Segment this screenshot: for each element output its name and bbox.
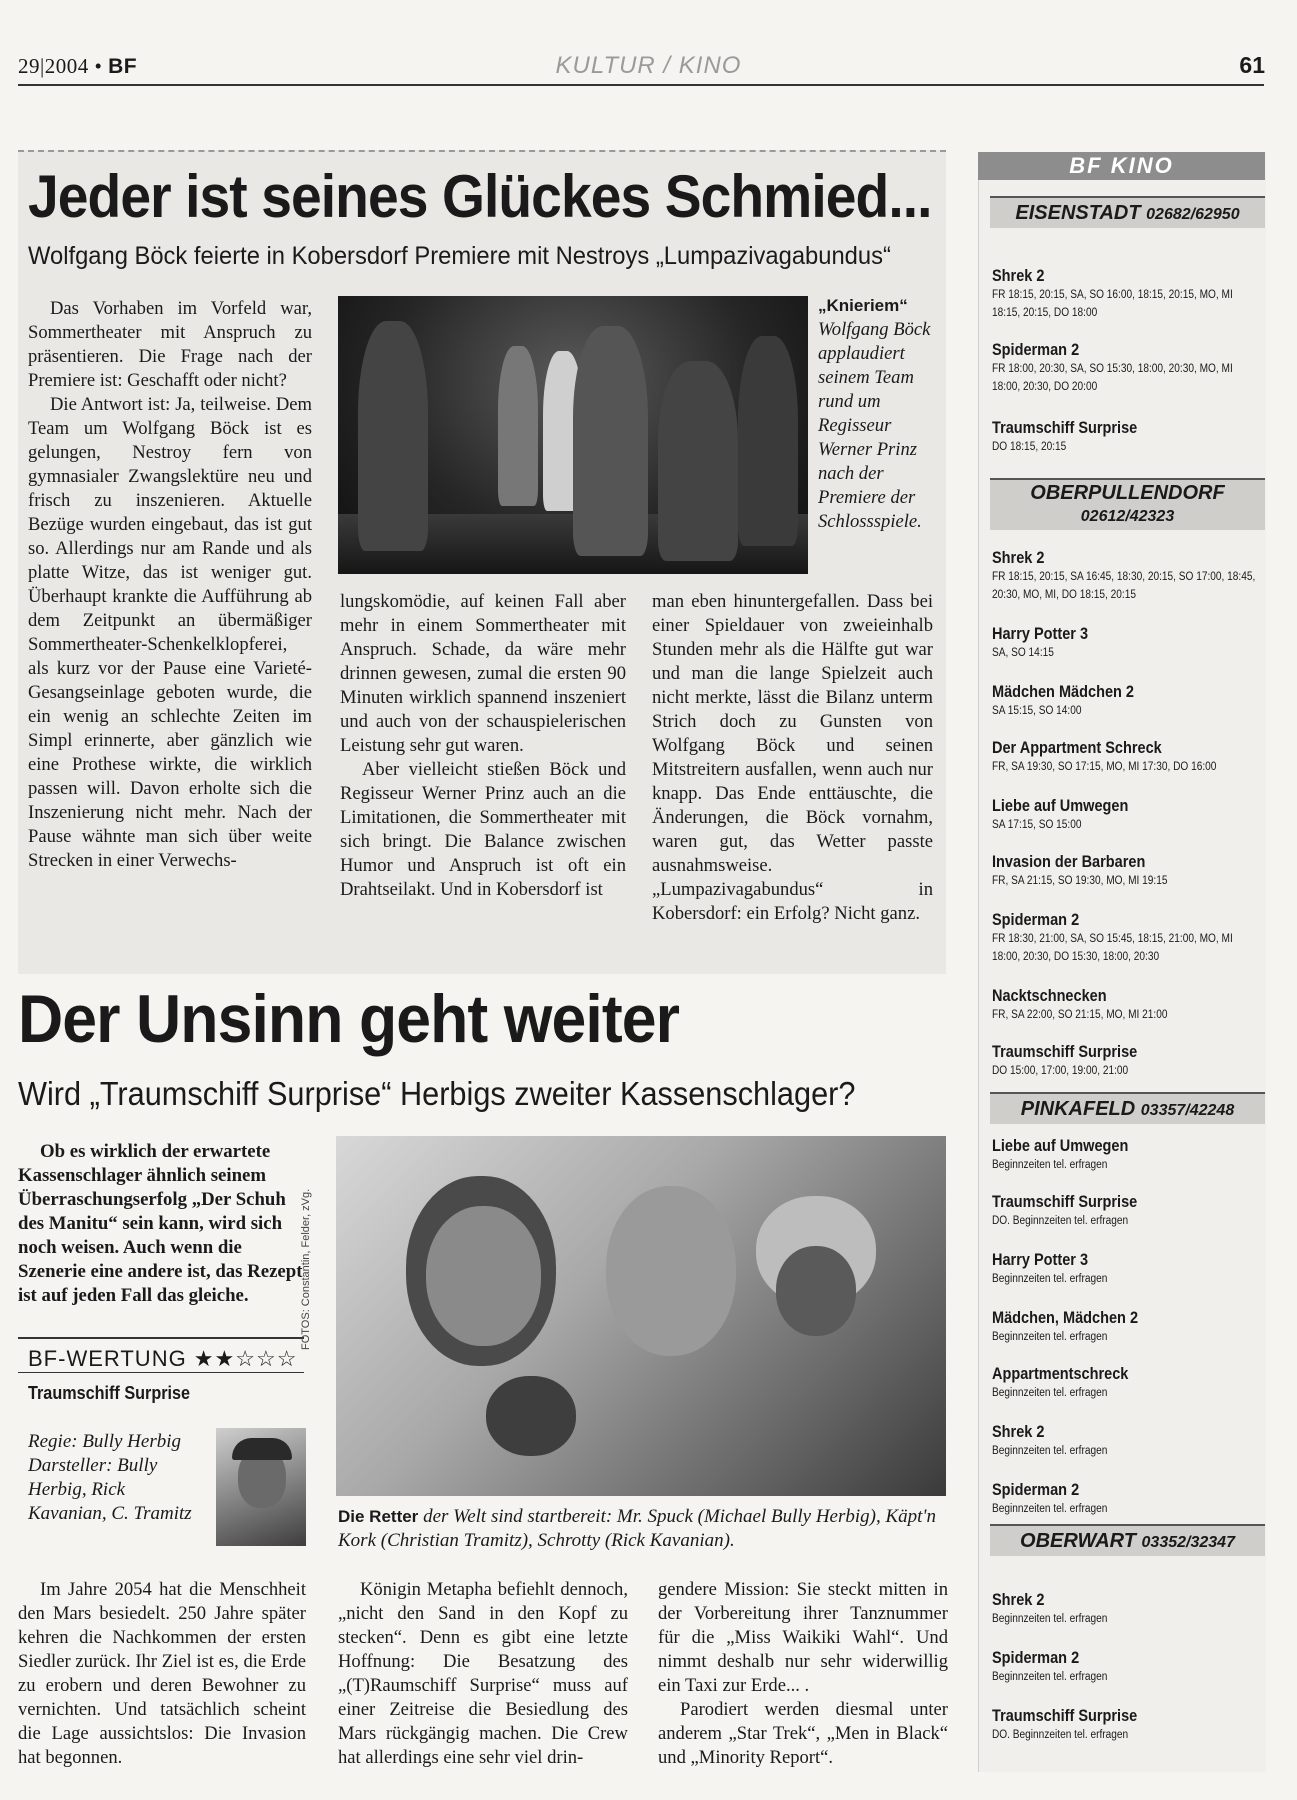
movie-listing: Spiderman 2 Beginnzeiten tel. erfragen	[992, 1649, 1108, 1683]
paragraph: Königin Metapha befiehlt dennoch, „nicht den Sand in den Kopf zu stecken“. Denn es gibt eine letzte Hoffnung: Die Besatzung des „(T)Raumschiff Surprise“ muss auf einer Zeitreise die Besiedlung des Mars rückgängig machen. Die Crew hat allerdings eine sehr viel drin-	[338, 1579, 628, 1768]
movie-listing: Traumschiff Surprise DO. Beginnzeiten tel. erfragen	[992, 1193, 1138, 1227]
section-title: KULTUR / KINO	[555, 52, 742, 79]
article1-headline: Jeder ist seines Glückes Schmied...	[28, 163, 932, 230]
paragraph: Die Antwort ist: Ja, teilweise. Dem Team um Wolfgang Böck ist es gelungen, Nestroy fern von gymnasialer Zwangslektüre neu und frisch zu inszenieren. Aktuelle Bezüge wurden eingebaut, das ist gut so. Allerdings nur am Rande und als platte Witze, das ist weniger gut. Überhaupt krankte die Aufführung ab dem Zeitpunkt an übermäßiger Sommertheater-Schenkelklopferei, als kurz vor der Pause eine Varieté-Gesangseinlage geboten wurde, die ein wenig an schlechte Zeiten im Simpl erinnerte, aber gänzlich wie eine Prothese wirkte, die wirklich passen will. Davon erholte sich die Inszenierung nicht mehr. Nach der Pause wähnte man sich über weite Strecken in einer Verwechs-	[28, 394, 312, 871]
paragraph: Parodiert werden diesmal unter anderem „Star Trek“, „Men in Black“ und „Minority Report“.	[658, 1699, 948, 1768]
article1-column-3	[652, 590, 933, 926]
rating-box-top-rule	[18, 1337, 304, 1339]
kino-sidebar-title: BF KINO	[978, 152, 1265, 180]
movie-listing: Traumschiff Surprise DO. Beginnzeiten tel. erfragen	[992, 1707, 1138, 1741]
theater-photo	[338, 296, 808, 574]
movie-listing: Shrek 2 FR 18:15, 20:15, SA 16:45, 18:30, 20:15, SO 17:00, 18:45, 20:30, MO, MI, DO 18:15, 20:15	[992, 549, 1256, 601]
city-header-eisenstadt: EISENSTADT 02682/62950	[990, 196, 1265, 228]
movie-listing: Spiderman 2 FR 18:30, 21:00, SA, SO 15:45, 18:15, 21:00, MO, MI 18:00, 20:30, DO 15:30, 18:00, 20:30	[992, 911, 1233, 963]
movie-listing: Invasion der Barbaren FR, SA 21:15, SO 19:30, MO, MI 19:15	[992, 853, 1168, 887]
city-header-oberwart: OBERWART 03352/32347	[990, 1524, 1265, 1556]
article1-subheadline: Wolfgang Böck feierte in Kobersdorf Premiere mit Nestroys „Lumpazivagabundus“	[28, 242, 891, 270]
article2-column-1	[18, 1578, 306, 1770]
movie-listing: Liebe auf Umwegen Beginnzeiten tel. erfragen	[992, 1137, 1129, 1171]
movie-listing: Shrek 2 Beginnzeiten tel. erfragen	[992, 1423, 1108, 1457]
paragraph: lungskomödie, auf keinen Fall aber mehr in einem Sommertheater mit Anspruch. Schade, da wäre mehr drinnen gewesen, zumal die ersten 90 Minuten wirklich spannend inszeniert und auch von der schauspielerischen Leistung sehr gut waren.	[340, 591, 626, 756]
brand-logo: BF	[108, 55, 138, 78]
article1-column-2	[340, 590, 626, 902]
paragraph: gendere Mission: Sie steckt mitten in der Vorbereitung ihrer Tanznummer für die „Miss Waikiki Wahl“. Und nimmt deshalb nur sehr widerwillig ein Taxi zur Erde... .	[658, 1579, 948, 1696]
movie-still-photo	[336, 1136, 946, 1496]
page-number: 61	[1239, 52, 1265, 78]
rating-label: BF-WERTUNG ★★☆☆☆	[28, 1346, 298, 1371]
city-header-pinkafeld: PINKAFELD 03357/42248	[990, 1092, 1265, 1124]
director-portrait	[216, 1428, 306, 1546]
movie-listing: Shrek 2 Beginnzeiten tel. erfragen	[992, 1591, 1108, 1625]
article2-subheadline: Wird „Traumschiff Surprise“ Herbigs zweiter Kassenschlager?	[18, 1075, 856, 1112]
paragraph: Im Jahre 2054 hat die Menschheit den Mars besiedelt. 250 Jahre später kehren die Nachkommen der ersten Siedler zurück. Ihr Ziel ist es, die Erde zu erobern und deren Bewohner zu vernichten. Und tatsächlich scheint die Lage aussichtslos: Die Invasion hat begonnen.	[18, 1579, 306, 1768]
movie-listing: Traumschiff Surprise DO 18:15, 20:15	[992, 419, 1138, 453]
movie-listing: Spiderman 2 Beginnzeiten tel. erfragen	[992, 1481, 1108, 1515]
movie-listing: Mädchen, Mädchen 2 Beginnzeiten tel. erfragen	[992, 1309, 1139, 1343]
article2-column-3	[658, 1578, 948, 1770]
movie-listing: Traumschiff Surprise DO 15:00, 17:00, 19:00, 21:00	[992, 1043, 1138, 1077]
movie-listing: Spiderman 2 FR 18:00, 20:30, SA, SO 15:30, 18:00, 20:30, MO, MI 18:00, 20:30, DO 20:00	[992, 341, 1233, 393]
movie-listing: Harry Potter 3 Beginnzeiten tel. erfragen	[992, 1251, 1108, 1285]
movie-listing: Harry Potter 3 SA, SO 14:15	[992, 625, 1089, 659]
article1-photo-caption: „Knieriem“ Wolfgang Böck applaudiert seinem Team rund um Regisseur Werner Prinz nach der Premiere der Schlossspiele.	[818, 296, 931, 532]
article2-photo-caption: Die Retter der Welt sind startbereit: Mr. Spuck (Michael Bully Herbig), Käpt'n Kork (Christian Tramitz), Schrotty (Rick Kavanian).	[338, 1506, 936, 1551]
article2-column-2	[338, 1578, 628, 1770]
rating-divider	[18, 1372, 304, 1373]
movie-listing: Shrek 2 FR 18:15, 20:15, SA, SO 16:00, 18:15, 20:15, MO, MI 18:15, 20:15, DO 18:00	[992, 267, 1233, 319]
issue-number: 29|2004 • BF	[18, 54, 138, 78]
paragraph: Aber vielleicht stießen Böck und Regisseur Werner Prinz auch an die Limitationen, die Sommertheater mit sich bringt. Die Balance zwischen Humor und Anspruch ist oft ein Drahtseilakt. Und in Kobersdorf ist	[340, 759, 626, 900]
article2-headline: Der Unsinn geht weiter	[18, 981, 680, 1057]
film-title: Traumschiff Surprise	[28, 1383, 191, 1403]
movie-listing: Mädchen Mädchen 2 SA 15:15, SO 14:00	[992, 683, 1135, 717]
movie-listing: Appartmentschreck Beginnzeiten tel. erfragen	[992, 1365, 1129, 1399]
article2-lead: Ob es wirklich der erwartete Kassenschlager ähnlich seinem Überraschungserfolg „Der Schuh des Manitu“ sein kann, wird sich noch weisen. Auch wenn die Szenerie eine andere ist, das Rezept ist auf jeden Fall das gleiche.	[18, 1141, 303, 1306]
movie-listing: Liebe auf Umwegen SA 17:15, SO 15:00	[992, 797, 1129, 831]
photo-credit: FOTOS: Constantin, Felder, zVg.	[300, 1188, 312, 1350]
movie-listing: Der Appartment Schreck FR, SA 19:30, SO 17:15, MO, MI 17:30, DO 16:00	[992, 739, 1217, 773]
paragraph: man eben hinuntergefallen. Dass bei einer Spieldauer von zweieinhalb Stunden mehr als die Hälfte gut war und man die lange Spielzeit auch nicht merkte, lässt die Bilanz unterm Strich doch zu Gunsten von Wolfgang Böck und seinen Mitstreitern ausfallen, wenn auch nur knapp. Das Ende enttäuschte, die Änderungen, die Böck vornahm, waren gut, das Wetter passte ausnahmsweise. „Lumpazivagabundus“ in Kobersdorf: ein Erfolg? Nicht ganz.	[652, 591, 933, 924]
city-header-oberpullendorf: OBERPULLENDORF 02612/42323	[990, 478, 1265, 530]
header-rule	[18, 84, 1264, 86]
film-credits: Regie: Bully Herbig Darsteller: Bully Herbig, Rick Kavanian, C. Tramitz	[28, 1431, 192, 1524]
movie-listing: Nacktschnecken FR, SA 22:00, SO 21:15, MO, MI 21:00	[992, 987, 1168, 1021]
paragraph: Das Vorhaben im Vorfeld war, Sommertheater mit Anspruch zu präsentieren. Die Frage nach der Premiere ist: Geschafft oder nicht?	[28, 298, 312, 391]
article1-column-1	[28, 297, 312, 873]
